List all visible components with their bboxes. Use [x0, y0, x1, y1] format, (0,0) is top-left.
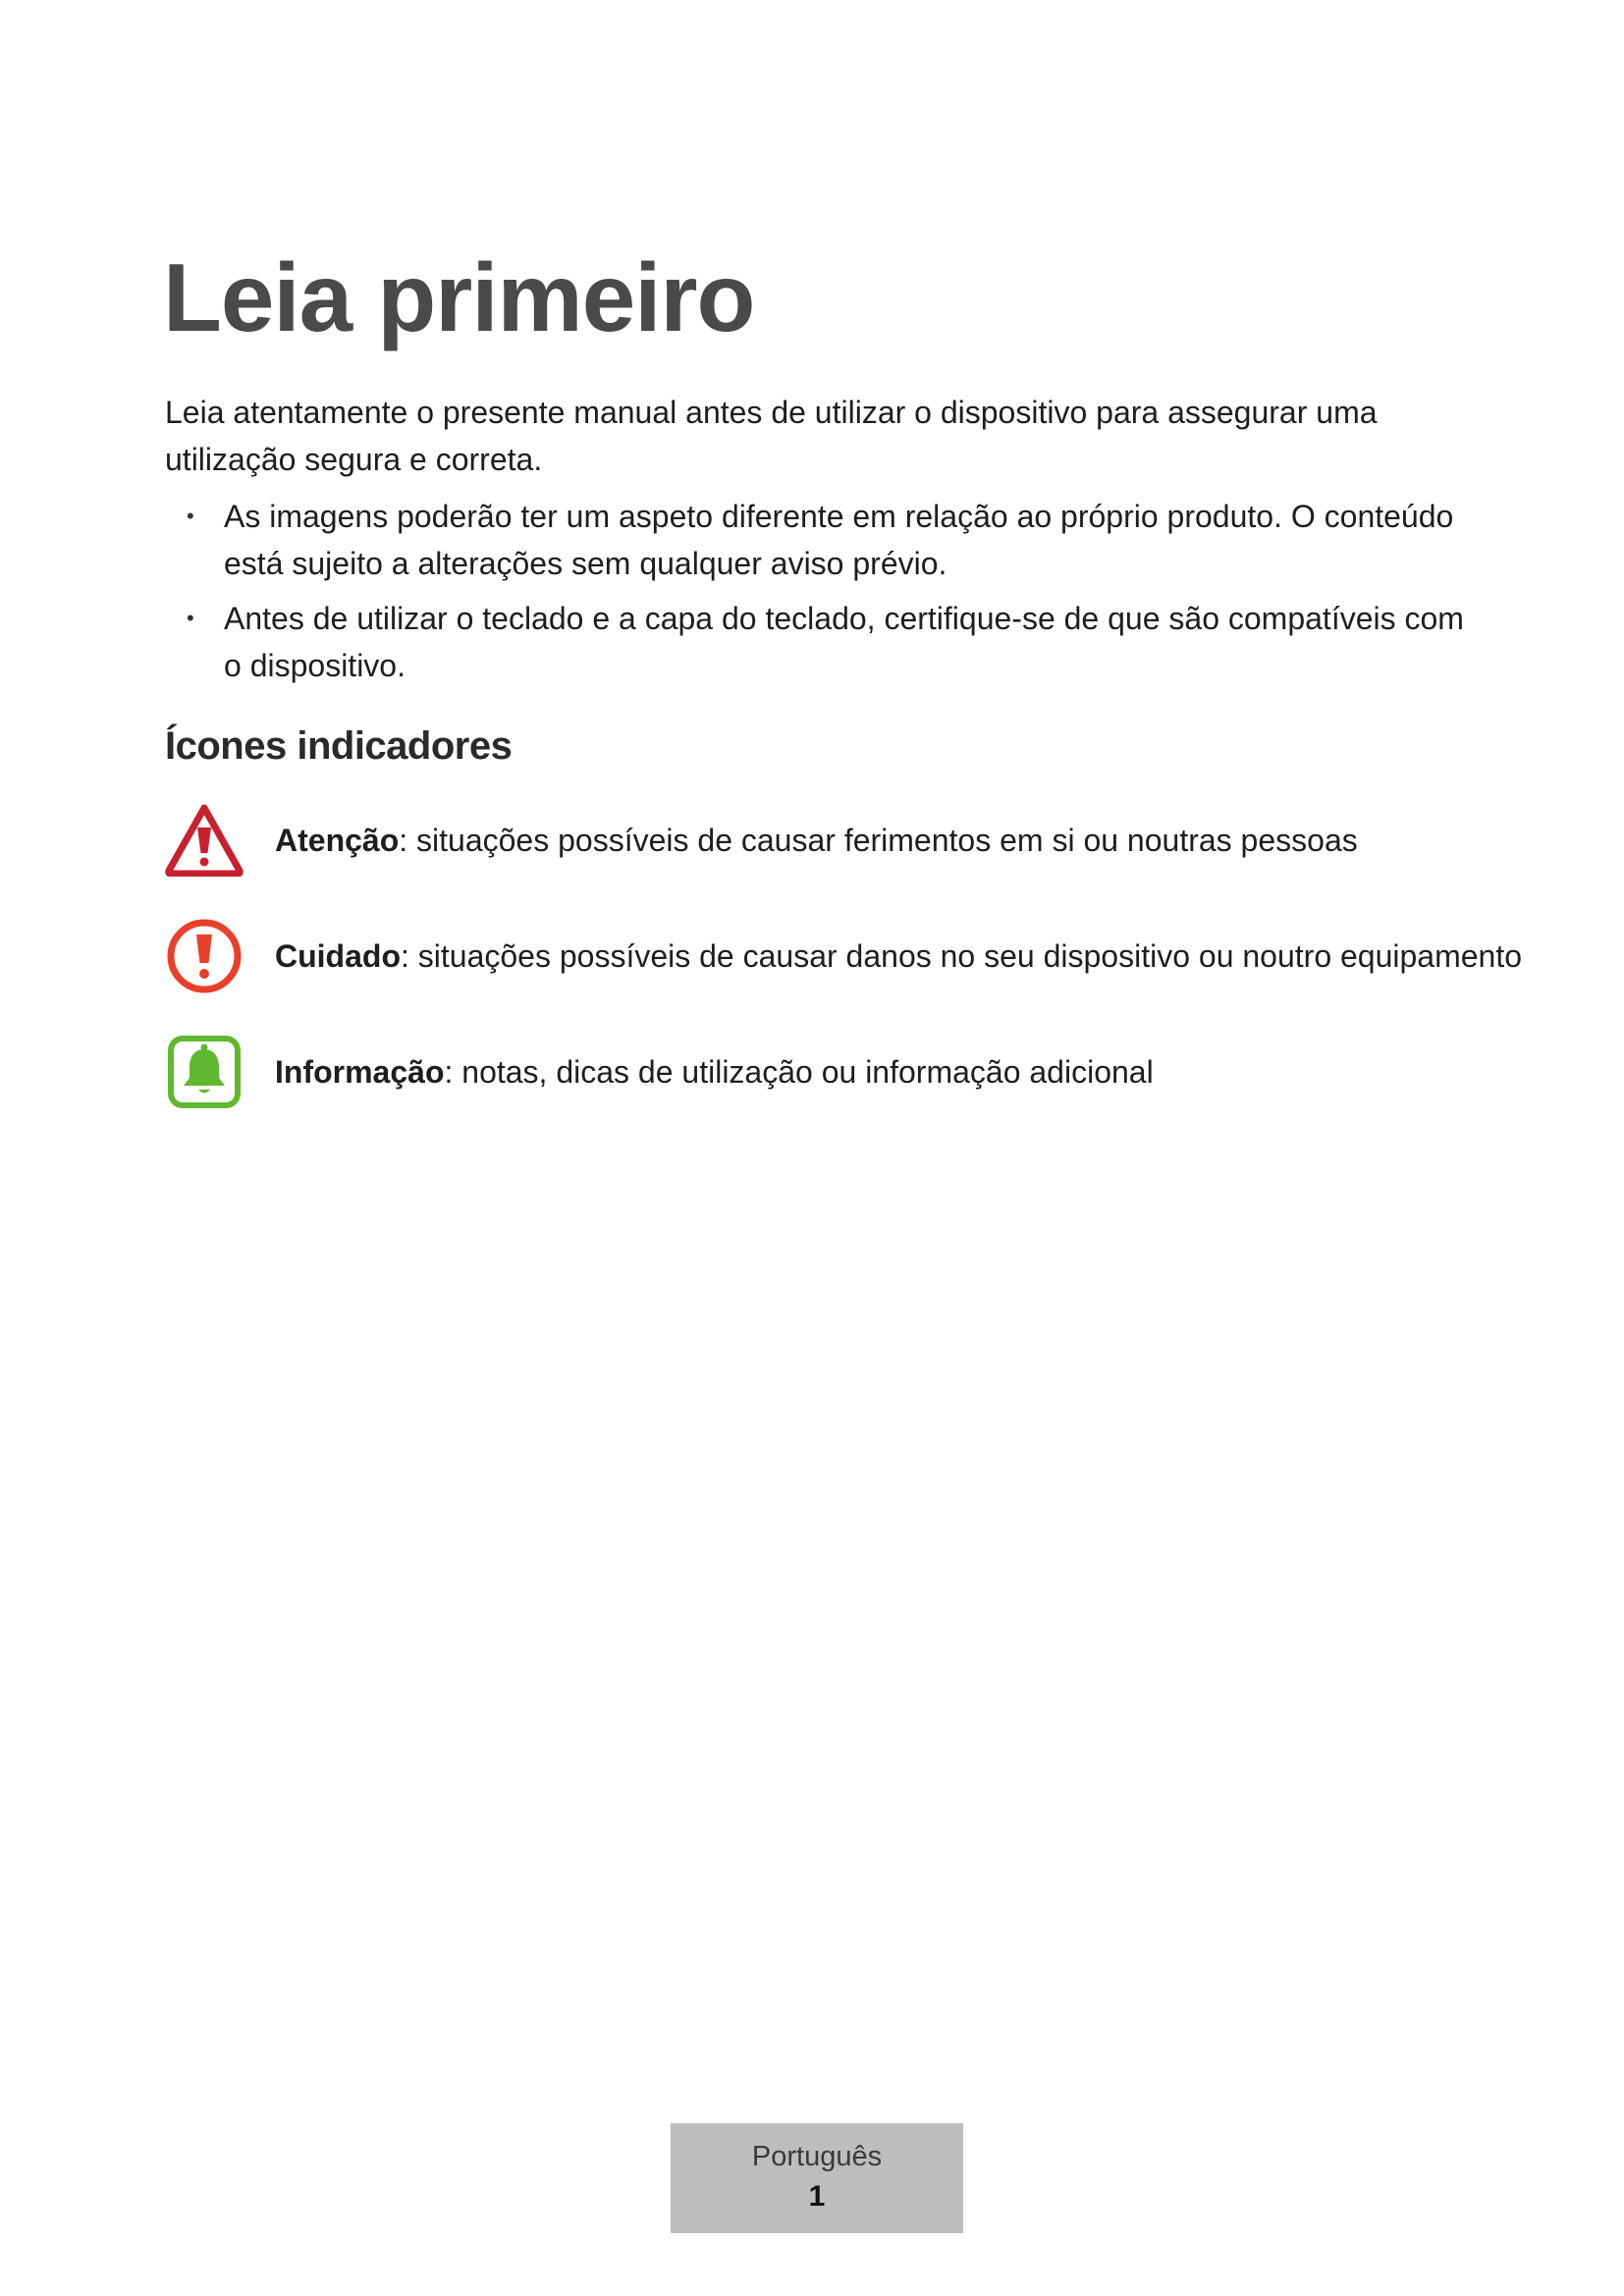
indicator-caution — [165, 917, 1523, 995]
indicator-description: : notas, dicas de utilização ou informação adicional — [444, 1054, 1154, 1090]
list-item — [165, 595, 1481, 689]
list-item-text: Antes de utilizar o teclado e a capa do teclado, certifique-se de que são compatíveis com o dispositivo. — [224, 601, 1464, 683]
bullet-icon: • — [187, 504, 194, 528]
indicator-info — [165, 1033, 1500, 1111]
intro-paragraph: Leia atentamente o presente manual antes de utilizar o dispositivo para assegurar uma utilização segura e correta. — [165, 395, 1378, 477]
bullet-icon: • — [187, 606, 194, 630]
list-item-text: As imagens poderão ter um aspeto diferente em relação ao próprio produto. O conteúdo está sujeito a alterações sem qualquer aviso prévio. — [224, 499, 1454, 581]
indicator-description: : situações possíveis de causar ferimentos em si ou noutras pessoas — [399, 823, 1358, 858]
indicator-term: Atenção — [275, 823, 400, 858]
page-title: Leia primeiro — [163, 243, 755, 351]
indicator-term: Cuidado — [275, 938, 401, 974]
page-number: 1 — [808, 2180, 826, 2213]
page-footer — [671, 2123, 963, 2233]
section-heading: Ícones indicadores — [165, 724, 513, 768]
warning-triangle-icon — [165, 801, 244, 880]
indicator-warning — [165, 801, 1500, 880]
bell-note-icon — [165, 1033, 244, 1111]
footer-language: Português — [751, 2141, 883, 2172]
list-item — [165, 493, 1481, 587]
caution-circle-icon — [165, 917, 244, 995]
indicator-term: Informação — [275, 1054, 445, 1090]
notes-list — [165, 493, 1481, 697]
indicator-description: : situações possíveis de causar danos no seu dispositivo ou noutro equipamento — [400, 938, 1523, 974]
